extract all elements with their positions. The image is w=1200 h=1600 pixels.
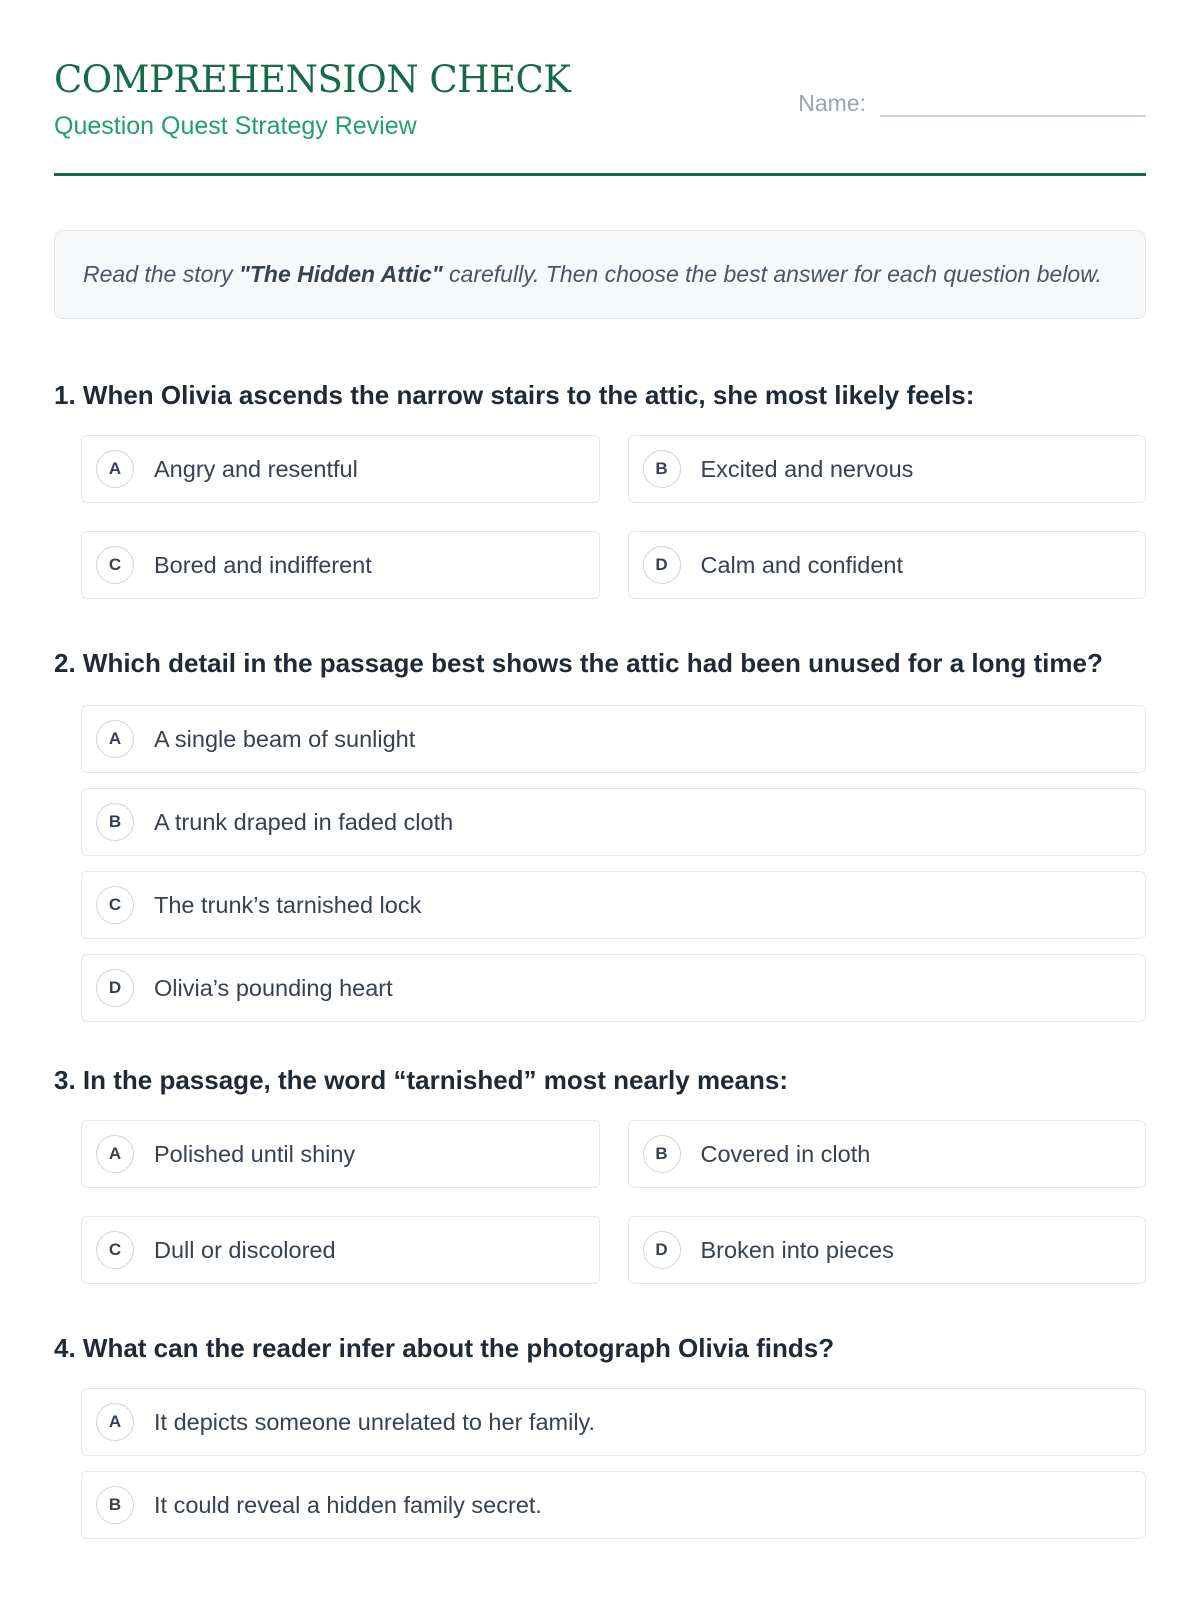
answer-option-c[interactable]: [81, 531, 600, 599]
name-label: Name:: [798, 90, 866, 116]
option-letter: A: [96, 1403, 134, 1441]
option-text: It could reveal a hidden family secret.: [154, 1491, 542, 1518]
question-4: [54, 1328, 1146, 1539]
option-letter: B: [96, 803, 134, 841]
instructions-box: [54, 230, 1146, 319]
option-letter: D: [96, 969, 134, 1007]
answer-option-b[interactable]: [628, 435, 1147, 503]
option-letter: D: [643, 546, 681, 584]
instructions-text-before: Read the story: [83, 261, 239, 287]
option-letter: B: [643, 450, 681, 488]
answer-option-b[interactable]: [628, 1120, 1147, 1188]
option-letter: A: [96, 450, 134, 488]
name-field-group: [798, 84, 1146, 117]
answer-option-b[interactable]: [81, 1471, 1146, 1539]
answer-option-a[interactable]: [81, 1120, 600, 1188]
question-text: 4. What can the reader infer about the photograph Olivia finds?: [54, 1333, 835, 1363]
option-letter: C: [96, 546, 134, 584]
option-letter: A: [96, 1135, 134, 1173]
answer-option-b[interactable]: [81, 788, 1146, 856]
option-text: Dull or discolored: [154, 1236, 336, 1263]
worksheet-header: [54, 0, 1146, 176]
option-text: Excited and nervous: [700, 455, 914, 482]
option-text: Broken into pieces: [700, 1236, 894, 1263]
name-blank-line[interactable]: [880, 84, 1146, 117]
option-text: Calm and confident: [700, 551, 903, 578]
option-text: Polished until shiny: [154, 1140, 356, 1167]
question-3: [54, 1060, 1146, 1284]
answer-options: [81, 1120, 1146, 1284]
option-letter: A: [96, 720, 134, 758]
answer-option-a[interactable]: [81, 705, 1146, 773]
question-2: [54, 643, 1146, 1022]
question-text: 2. Which detail in the passage best shows the attic had been unused for a long time?: [54, 648, 1103, 678]
answer-option-a[interactable]: [81, 1388, 1146, 1456]
page-subtitle: Question Quest Strategy Review: [54, 112, 417, 140]
answer-options: [81, 435, 1146, 599]
answer-option-d[interactable]: [628, 531, 1147, 599]
option-text: A single beam of sunlight: [154, 725, 416, 752]
answer-option-d[interactable]: [628, 1216, 1147, 1284]
answer-options: [81, 705, 1146, 1022]
answer-option-d[interactable]: [81, 954, 1146, 1022]
story-title: "The Hidden Attic": [238, 261, 443, 287]
option-text: Covered in cloth: [700, 1140, 871, 1167]
option-letter: C: [96, 1231, 134, 1269]
option-text: The trunk’s tarnished lock: [154, 891, 422, 918]
answer-option-c[interactable]: [81, 1216, 600, 1284]
question-text: 3. In the passage, the word “tarnished” most nearly means:: [54, 1065, 788, 1095]
question-1: [54, 375, 1146, 599]
answer-option-a[interactable]: [81, 435, 600, 503]
option-text: Olivia’s pounding heart: [154, 974, 393, 1001]
question-text: 1. When Olivia ascends the narrow stairs to the attic, she most likely feels:: [54, 380, 975, 410]
option-letter: D: [643, 1231, 681, 1269]
option-text: A trunk draped in faded cloth: [154, 808, 454, 835]
option-text: Angry and resentful: [154, 455, 358, 482]
option-letter: B: [96, 1486, 134, 1524]
option-text: Bored and indifferent: [154, 551, 372, 578]
answer-options: [81, 1388, 1146, 1539]
instructions-text-after: carefully. Then choose the best answer for each question below.: [442, 261, 1102, 287]
answer-option-c[interactable]: [81, 871, 1146, 939]
page-title: COMPREHENSION CHECK: [54, 58, 571, 101]
option-letter: B: [643, 1135, 681, 1173]
option-letter: C: [96, 886, 134, 924]
option-text: It depicts someone unrelated to her family.: [154, 1408, 596, 1435]
